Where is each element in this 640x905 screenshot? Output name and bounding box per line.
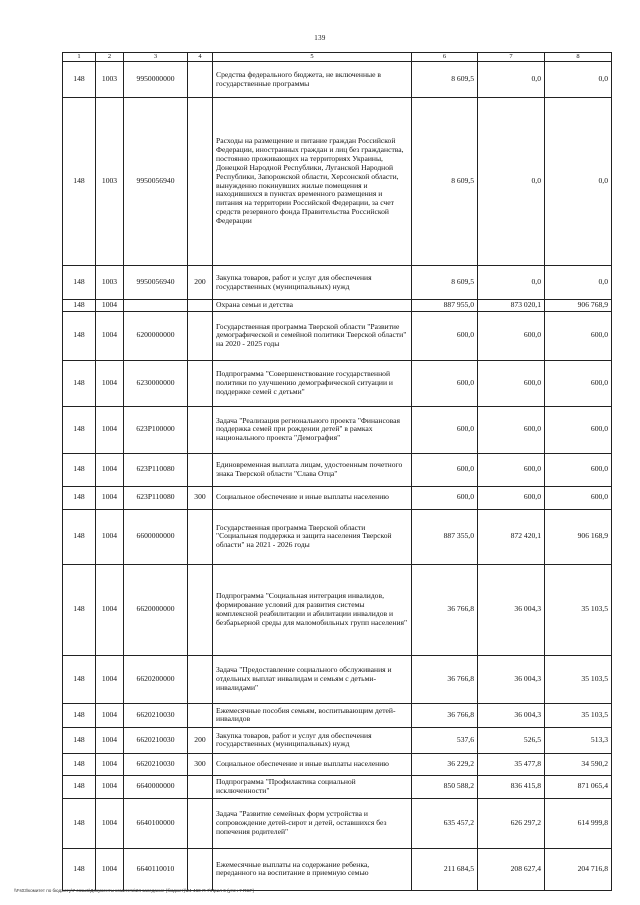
- page-number: 139: [314, 34, 326, 42]
- amount-2025-cell: 600,0: [478, 360, 545, 406]
- amount-2025-cell: 600,0: [478, 453, 545, 486]
- target-article-cell: 623P100000: [124, 406, 188, 453]
- target-article-cell: 6620210030: [124, 703, 188, 727]
- table-row: [63, 311, 612, 360]
- amount-2026-cell: 34 590,2: [545, 753, 612, 775]
- amount-2026-cell: 600,0: [545, 406, 612, 453]
- amount-2026-cell: 204 716,8: [545, 848, 612, 890]
- department-code-cell: 148: [63, 360, 96, 406]
- target-article-cell: 9950056940: [124, 266, 188, 300]
- column-number: 3: [124, 53, 188, 62]
- description-cell: Подпрограмма "Совершенствование государственной политики по улучшению демографической ситуации и поддержке семей с детьми": [213, 360, 412, 406]
- amount-2025-cell: 0,0: [478, 266, 545, 300]
- amount-2026-cell: 600,0: [545, 453, 612, 486]
- column-number: 4: [188, 53, 213, 62]
- description-cell: Охрана семьи и детства: [213, 300, 412, 312]
- amount-2024-cell: 635 457,2: [412, 798, 478, 848]
- amount-2024-cell: 211 684,5: [412, 848, 478, 890]
- file-path-footer: \\Fs03\комитет по бюджету\7 созыв\Документы комитета\24 заседание (бюджет)\24-460-П-7\Прил 6 (уточ 7 ПСР): [14, 888, 255, 893]
- amount-2025-cell: 872 420,1: [478, 509, 545, 564]
- column-number: 1: [63, 53, 96, 62]
- expense-type-cell: [188, 775, 213, 798]
- department-code-cell: 148: [63, 509, 96, 564]
- amount-2026-cell: 35 103,5: [545, 655, 612, 703]
- amount-2024-cell: 600,0: [412, 453, 478, 486]
- target-article-cell: 6620210030: [124, 727, 188, 753]
- amount-2025-cell: 600,0: [478, 311, 545, 360]
- table-row: [63, 98, 612, 266]
- expense-type-cell: 300: [188, 486, 213, 509]
- amount-2024-cell: 600,0: [412, 360, 478, 406]
- amount-2026-cell: 906 168,9: [545, 509, 612, 564]
- table-row: [63, 848, 612, 890]
- section-code-cell: 1003: [96, 266, 124, 300]
- amount-2025-cell: 600,0: [478, 406, 545, 453]
- target-article-cell: [124, 300, 188, 312]
- section-code-cell: 1003: [96, 98, 124, 266]
- expense-type-cell: [188, 509, 213, 564]
- amount-2024-cell: 537,6: [412, 727, 478, 753]
- table-row: [63, 798, 612, 848]
- amount-2025-cell: 600,0: [478, 486, 545, 509]
- section-code-cell: 1004: [96, 753, 124, 775]
- table-row: [63, 564, 612, 655]
- target-article-cell: 6600000000: [124, 509, 188, 564]
- expense-type-cell: [188, 98, 213, 266]
- description-cell: Расходы на размещение и питание граждан Российской Федерации, иностранных граждан и лиц без гражданства, постоянно проживающих на территориях Украины, Донецкой Народной Республики, Луганской Народной Республики, Запорожской области, Херсонской области, вынужденно покинувших жилые помещения и находившихся в пунктах временного размещения и питания на территории Российской Федерации, за счет средств резервного фонда Правительства Российской Федерации: [213, 98, 412, 266]
- amount-2025-cell: 873 020,1: [478, 300, 545, 312]
- amount-2024-cell: 8 609,5: [412, 98, 478, 266]
- description-cell: Социальное обеспечение и иные выплаты населению: [213, 753, 412, 775]
- expense-type-cell: [188, 564, 213, 655]
- amount-2025-cell: 35 477,8: [478, 753, 545, 775]
- amount-2026-cell: 0,0: [545, 266, 612, 300]
- expense-type-cell: 300: [188, 753, 213, 775]
- section-code-cell: 1004: [96, 655, 124, 703]
- amount-2024-cell: 36 766,8: [412, 564, 478, 655]
- expense-type-cell: [188, 300, 213, 312]
- table-row: [63, 360, 612, 406]
- column-number: 6: [412, 53, 478, 62]
- expense-type-cell: [188, 406, 213, 453]
- description-cell: Подпрограмма "Профилактика социальной исключенности": [213, 775, 412, 798]
- section-code-cell: 1004: [96, 564, 124, 655]
- section-code-cell: 1004: [96, 453, 124, 486]
- section-code-cell: 1004: [96, 311, 124, 360]
- amount-2025-cell: 626 297,2: [478, 798, 545, 848]
- expense-type-cell: [188, 360, 213, 406]
- description-cell: Задача "Развитие семейных форм устройства и сопровождение детей-сирот и детей, оставшихся без попечения родителей": [213, 798, 412, 848]
- description-cell: Закупка товаров, работ и услуг для обеспечения государственных (муниципальных) нужд: [213, 266, 412, 300]
- description-cell: Задача "Предоставление социального обслуживания и отдельных выплат инвалидам и семьям с детьми-инвалидами": [213, 655, 412, 703]
- description-cell: Государственная программа Тверской области "Социальная поддержка и защита населения Тверской области" на 2021 - 2026 годы: [213, 509, 412, 564]
- amount-2025-cell: 36 004,3: [478, 703, 545, 727]
- amount-2025-cell: 836 415,8: [478, 775, 545, 798]
- amount-2024-cell: 36 766,8: [412, 703, 478, 727]
- table-row: [63, 266, 612, 300]
- expense-type-cell: 200: [188, 266, 213, 300]
- amount-2024-cell: 887 955,0: [412, 300, 478, 312]
- department-code-cell: 148: [63, 311, 96, 360]
- table-row: [63, 406, 612, 453]
- department-code-cell: 148: [63, 406, 96, 453]
- section-code-cell: 1004: [96, 509, 124, 564]
- column-number: 2: [96, 53, 124, 62]
- amount-2024-cell: 36 766,8: [412, 655, 478, 703]
- column-number: 8: [545, 53, 612, 62]
- amount-2026-cell: 871 065,4: [545, 775, 612, 798]
- table-row: [63, 453, 612, 486]
- amount-2024-cell: 36 229,2: [412, 753, 478, 775]
- target-article-cell: 6620000000: [124, 564, 188, 655]
- section-code-cell: 1004: [96, 300, 124, 312]
- column-number: 7: [478, 53, 545, 62]
- table-row: [63, 753, 612, 775]
- amount-2026-cell: 513,3: [545, 727, 612, 753]
- column-number-row: [63, 53, 612, 62]
- department-code-cell: 148: [63, 775, 96, 798]
- amount-2026-cell: 35 103,5: [545, 564, 612, 655]
- amount-2026-cell: 0,0: [545, 62, 612, 98]
- department-code-cell: 148: [63, 62, 96, 98]
- description-cell: Социальное обеспечение и иные выплаты населению: [213, 486, 412, 509]
- amount-2024-cell: 887 355,0: [412, 509, 478, 564]
- expense-type-cell: [188, 453, 213, 486]
- amount-2026-cell: 600,0: [545, 360, 612, 406]
- section-code-cell: 1004: [96, 775, 124, 798]
- amount-2025-cell: 0,0: [478, 62, 545, 98]
- amount-2024-cell: 600,0: [412, 486, 478, 509]
- table-row: [63, 655, 612, 703]
- target-article-cell: 9950056940: [124, 98, 188, 266]
- expense-type-cell: [188, 848, 213, 890]
- description-cell: Средства федерального бюджета, не включенные в государственные программы: [213, 62, 412, 98]
- amount-2026-cell: 35 103,5: [545, 703, 612, 727]
- target-article-cell: 6230000000: [124, 360, 188, 406]
- description-cell: Задача "Реализация регионального проекта "Финансовая поддержка семей при рождении детей" в рамках национального проекта "Демография": [213, 406, 412, 453]
- section-code-cell: 1004: [96, 360, 124, 406]
- section-code-cell: 1004: [96, 703, 124, 727]
- department-code-cell: 148: [63, 486, 96, 509]
- amount-2026-cell: 906 768,9: [545, 300, 612, 312]
- target-article-cell: 6620210030: [124, 753, 188, 775]
- amount-2026-cell: 0,0: [545, 98, 612, 266]
- column-number: 5: [213, 53, 412, 62]
- expense-type-cell: [188, 655, 213, 703]
- expense-type-cell: [188, 311, 213, 360]
- amount-2024-cell: 600,0: [412, 406, 478, 453]
- amount-2024-cell: 8 609,5: [412, 62, 478, 98]
- department-code-cell: 148: [63, 266, 96, 300]
- description-cell: Закупка товаров, работ и услуг для обеспечения государственных (муниципальных) нужд: [213, 727, 412, 753]
- amount-2026-cell: 600,0: [545, 311, 612, 360]
- description-cell: Государственная программа Тверской области "Развитие демографической и семейной политики Тверской области" на 2020 - 2025 годы: [213, 311, 412, 360]
- amount-2026-cell: 600,0: [545, 486, 612, 509]
- target-article-cell: 6640110010: [124, 848, 188, 890]
- section-code-cell: 1004: [96, 727, 124, 753]
- amount-2026-cell: 614 999,8: [545, 798, 612, 848]
- department-code-cell: 148: [63, 300, 96, 312]
- department-code-cell: 148: [63, 655, 96, 703]
- budget-table: [62, 52, 612, 891]
- department-code-cell: 148: [63, 798, 96, 848]
- department-code-cell: 148: [63, 703, 96, 727]
- amount-2025-cell: 208 627,4: [478, 848, 545, 890]
- department-code-cell: 148: [63, 98, 96, 266]
- amount-2025-cell: 36 004,3: [478, 564, 545, 655]
- target-article-cell: 6620200000: [124, 655, 188, 703]
- target-article-cell: 6200000000: [124, 311, 188, 360]
- target-article-cell: 623P110080: [124, 453, 188, 486]
- section-code-cell: 1003: [96, 62, 124, 98]
- description-cell: Единовременная выплата лицам, удостоенным почетного знака Тверской области "Слава Отца": [213, 453, 412, 486]
- department-code-cell: 148: [63, 453, 96, 486]
- amount-2025-cell: 36 004,3: [478, 655, 545, 703]
- table-row: [63, 486, 612, 509]
- description-cell: Ежемесячные выплаты на содержание ребенка, переданного на воспитание в приемную семью: [213, 848, 412, 890]
- department-code-cell: 148: [63, 848, 96, 890]
- department-code-cell: 148: [63, 727, 96, 753]
- target-article-cell: 6640100000: [124, 798, 188, 848]
- amount-2024-cell: 600,0: [412, 311, 478, 360]
- amount-2025-cell: 0,0: [478, 98, 545, 266]
- section-code-cell: 1004: [96, 798, 124, 848]
- section-code-cell: 1004: [96, 486, 124, 509]
- table-row: [63, 62, 612, 98]
- department-code-cell: 148: [63, 753, 96, 775]
- table-row: [63, 300, 612, 312]
- amount-2024-cell: 8 609,5: [412, 266, 478, 300]
- target-article-cell: 623P110080: [124, 486, 188, 509]
- expense-type-cell: [188, 798, 213, 848]
- description-cell: Подпрограмма "Социальная интеграция инвалидов, формирование условий для развития системы комплексной реабилитации и абилитации инвалидов и безбарьерной среды для маломобильных групп населения": [213, 564, 412, 655]
- expense-type-cell: 200: [188, 727, 213, 753]
- expense-type-cell: [188, 703, 213, 727]
- amount-2025-cell: 526,5: [478, 727, 545, 753]
- description-cell: Ежемесячные пособия семьям, воспитывающим детей-инвалидов: [213, 703, 412, 727]
- section-code-cell: 1004: [96, 406, 124, 453]
- amount-2024-cell: 850 588,2: [412, 775, 478, 798]
- table-row: [63, 775, 612, 798]
- table-row: [63, 727, 612, 753]
- table-row: [63, 703, 612, 727]
- department-code-cell: 148: [63, 564, 96, 655]
- section-code-cell: 1004: [96, 848, 124, 890]
- target-article-cell: 9950000000: [124, 62, 188, 98]
- expense-type-cell: [188, 62, 213, 98]
- table-row: [63, 509, 612, 564]
- target-article-cell: 6640000000: [124, 775, 188, 798]
